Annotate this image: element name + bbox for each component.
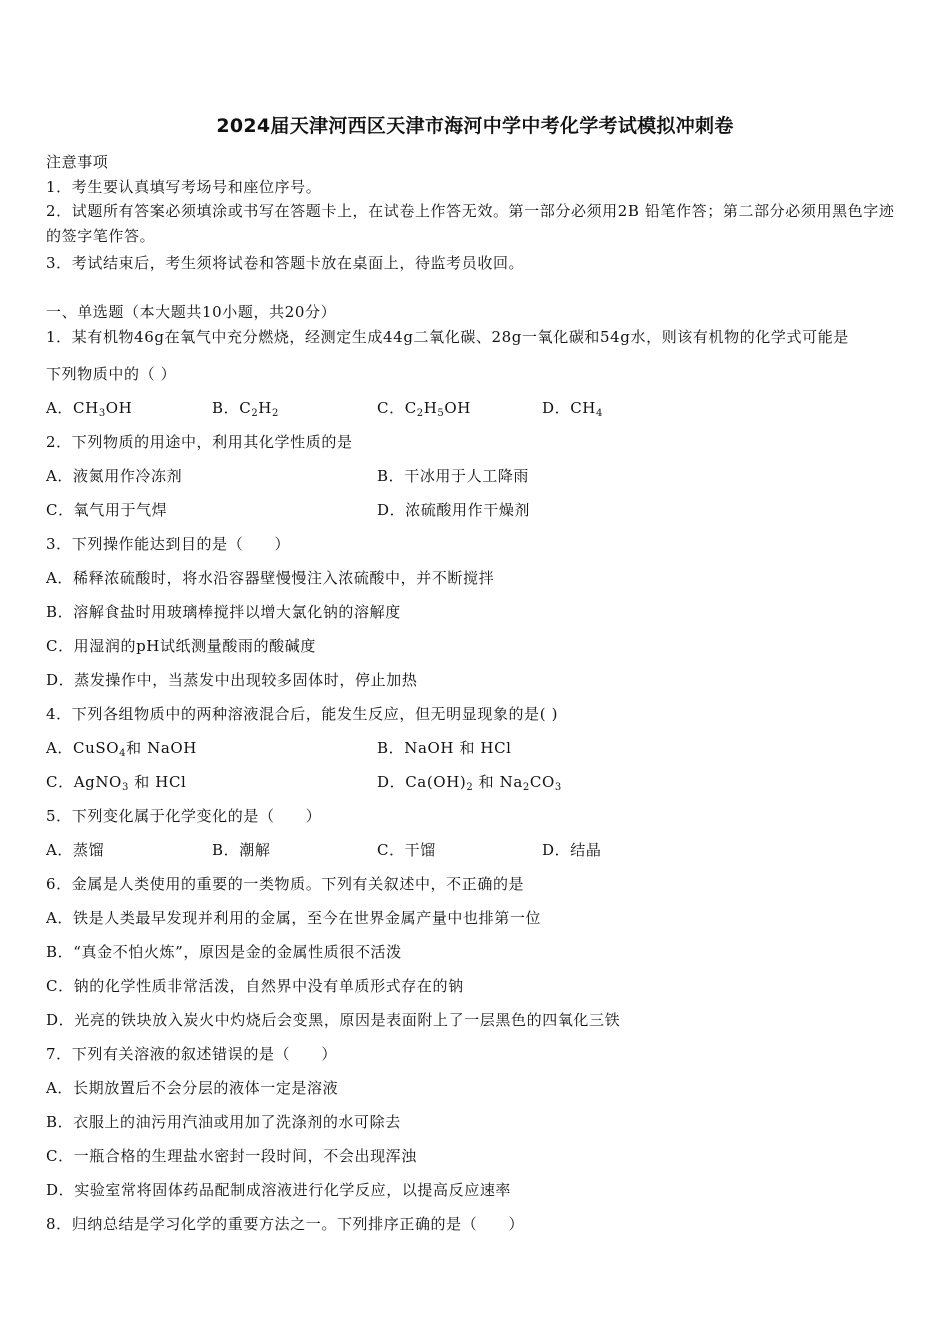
q3-option-c: C．用湿润的pH试纸测量酸雨的酸碱度	[46, 637, 316, 655]
q1-option-d: D．$CH_4$	[542, 399, 603, 419]
notice-item-1: 1．考生要认真填写考场号和座位序号。	[46, 178, 322, 196]
q1-option-a: A．$CH_3OH$	[46, 399, 133, 419]
page-title: 2024届天津河西区天津市海河中学中考化学考试模拟冲刺卷	[216, 115, 734, 137]
notice-heading: 注意事项	[46, 153, 109, 171]
q5-option-a: A．蒸馏	[46, 841, 105, 859]
q6-option-a: A．铁是人类最早发现并利用的金属，至今在世界金属产量中也排第一位	[46, 909, 542, 927]
q3-option-a: A．稀释浓硫酸时，将水沿容器壁慢慢注入浓硫酸中，并不断搅拌	[46, 569, 495, 587]
q7-option-d: D．实验室常将固体药品配制成溶液进行化学反应，以提高反应速率	[46, 1181, 512, 1199]
q6-option-d: D．光亮的铁块放入炭火中灼烧后会变黑，原因是表面附上了一层黑色的四氧化三铁	[46, 1011, 621, 1029]
q6-option-c: C．钠的化学性质非常活泼，自然界中没有单质形式存在的钠	[46, 977, 464, 995]
q5-option-b: B．潮解	[212, 841, 271, 859]
q4-option-d: D．$Ca(OH)_2$ 和 $Na_2CO_3$	[377, 773, 562, 793]
q7-option-c: C．一瓶合格的生理盐水密封一段时间，不会出现浑浊	[46, 1147, 417, 1165]
q7-option-b: B．衣服上的油污用汽油或用加了洗涤剂的水可除去	[46, 1113, 401, 1131]
q1-option-c: C．$C_2H_5OH$	[377, 399, 471, 419]
q7-option-a: A．长期放置后不会分层的液体一定是溶液	[46, 1079, 339, 1097]
q2-option-b: B．干冰用于人工降雨	[377, 467, 530, 485]
q3-stem: 3．下列操作能达到目的是（ ）	[46, 535, 291, 553]
q2-option-a: A．液氮用作冷冻剂	[46, 467, 183, 485]
q1-stem: 1．某有机物46g在氧气中充分燃烧，经测定生成44g二氧化碳、28g一氧化碳和54g水，则该有机物的化学式可能是	[46, 328, 849, 346]
q4-option-a: A．CuSO$_4$和 NaOH	[46, 739, 197, 759]
q5-option-c: C．干馏	[377, 841, 436, 859]
q3-option-b: B．溶解食盐时用玻璃棒搅拌以增大氯化钠的溶解度	[46, 603, 401, 621]
q6-stem: 6．金属是人类使用的重要的一类物质。下列有关叙述中，不正确的是	[46, 875, 525, 893]
q2-option-c: C．氧气用于气焊	[46, 501, 168, 519]
q6-option-b: B．“真金不怕火炼”，原因是金的金属性质很不活泼	[46, 943, 402, 961]
q4-stem: 4．下列各组物质中的两种溶液混合后，能发生反应，但无明显现象的是( )	[46, 705, 559, 723]
q2-option-d: D．浓硫酸用作干燥剂	[377, 501, 531, 519]
q4-option-c: C．AgNO$_3$ 和 HCl	[46, 773, 187, 793]
q1-option-b: B．$C_2H_2$	[212, 399, 279, 419]
q8-stem: 8．归纳总结是学习化学的重要方法之一。下列排序正确的是（ ）	[46, 1215, 525, 1233]
section-heading: 一、单选题（本大题共10小题，共20分）	[46, 303, 337, 321]
q1-stem-cont: 下列物质中的（ ）	[46, 365, 177, 383]
q5-option-d: D．结晶	[542, 841, 602, 859]
q3-option-d: D．蒸发操作中，当蒸发中出现较多固体时，停止加热	[46, 671, 418, 689]
q7-stem: 7．下列有关溶液的叙述错误的是（ ）	[46, 1045, 337, 1063]
q5-stem: 5．下列变化属于化学变化的是（ ）	[46, 807, 322, 825]
q2-stem: 2．下列物质的用途中，利用其化学性质的是	[46, 433, 353, 451]
notice-item-2: 2．试题所有答案必须填涂或书写在答题卡上，在试卷上作答无效。第一部分必须用2B 铅笔作答；第二部分必须用黑色字迹的签字笔作答。	[46, 202, 895, 245]
notice-item-3: 3．考试结束后，考生须将试卷和答题卡放在桌面上，待监考员收回。	[46, 254, 525, 272]
q4-option-b: B．NaOH 和 HCl	[377, 739, 512, 757]
